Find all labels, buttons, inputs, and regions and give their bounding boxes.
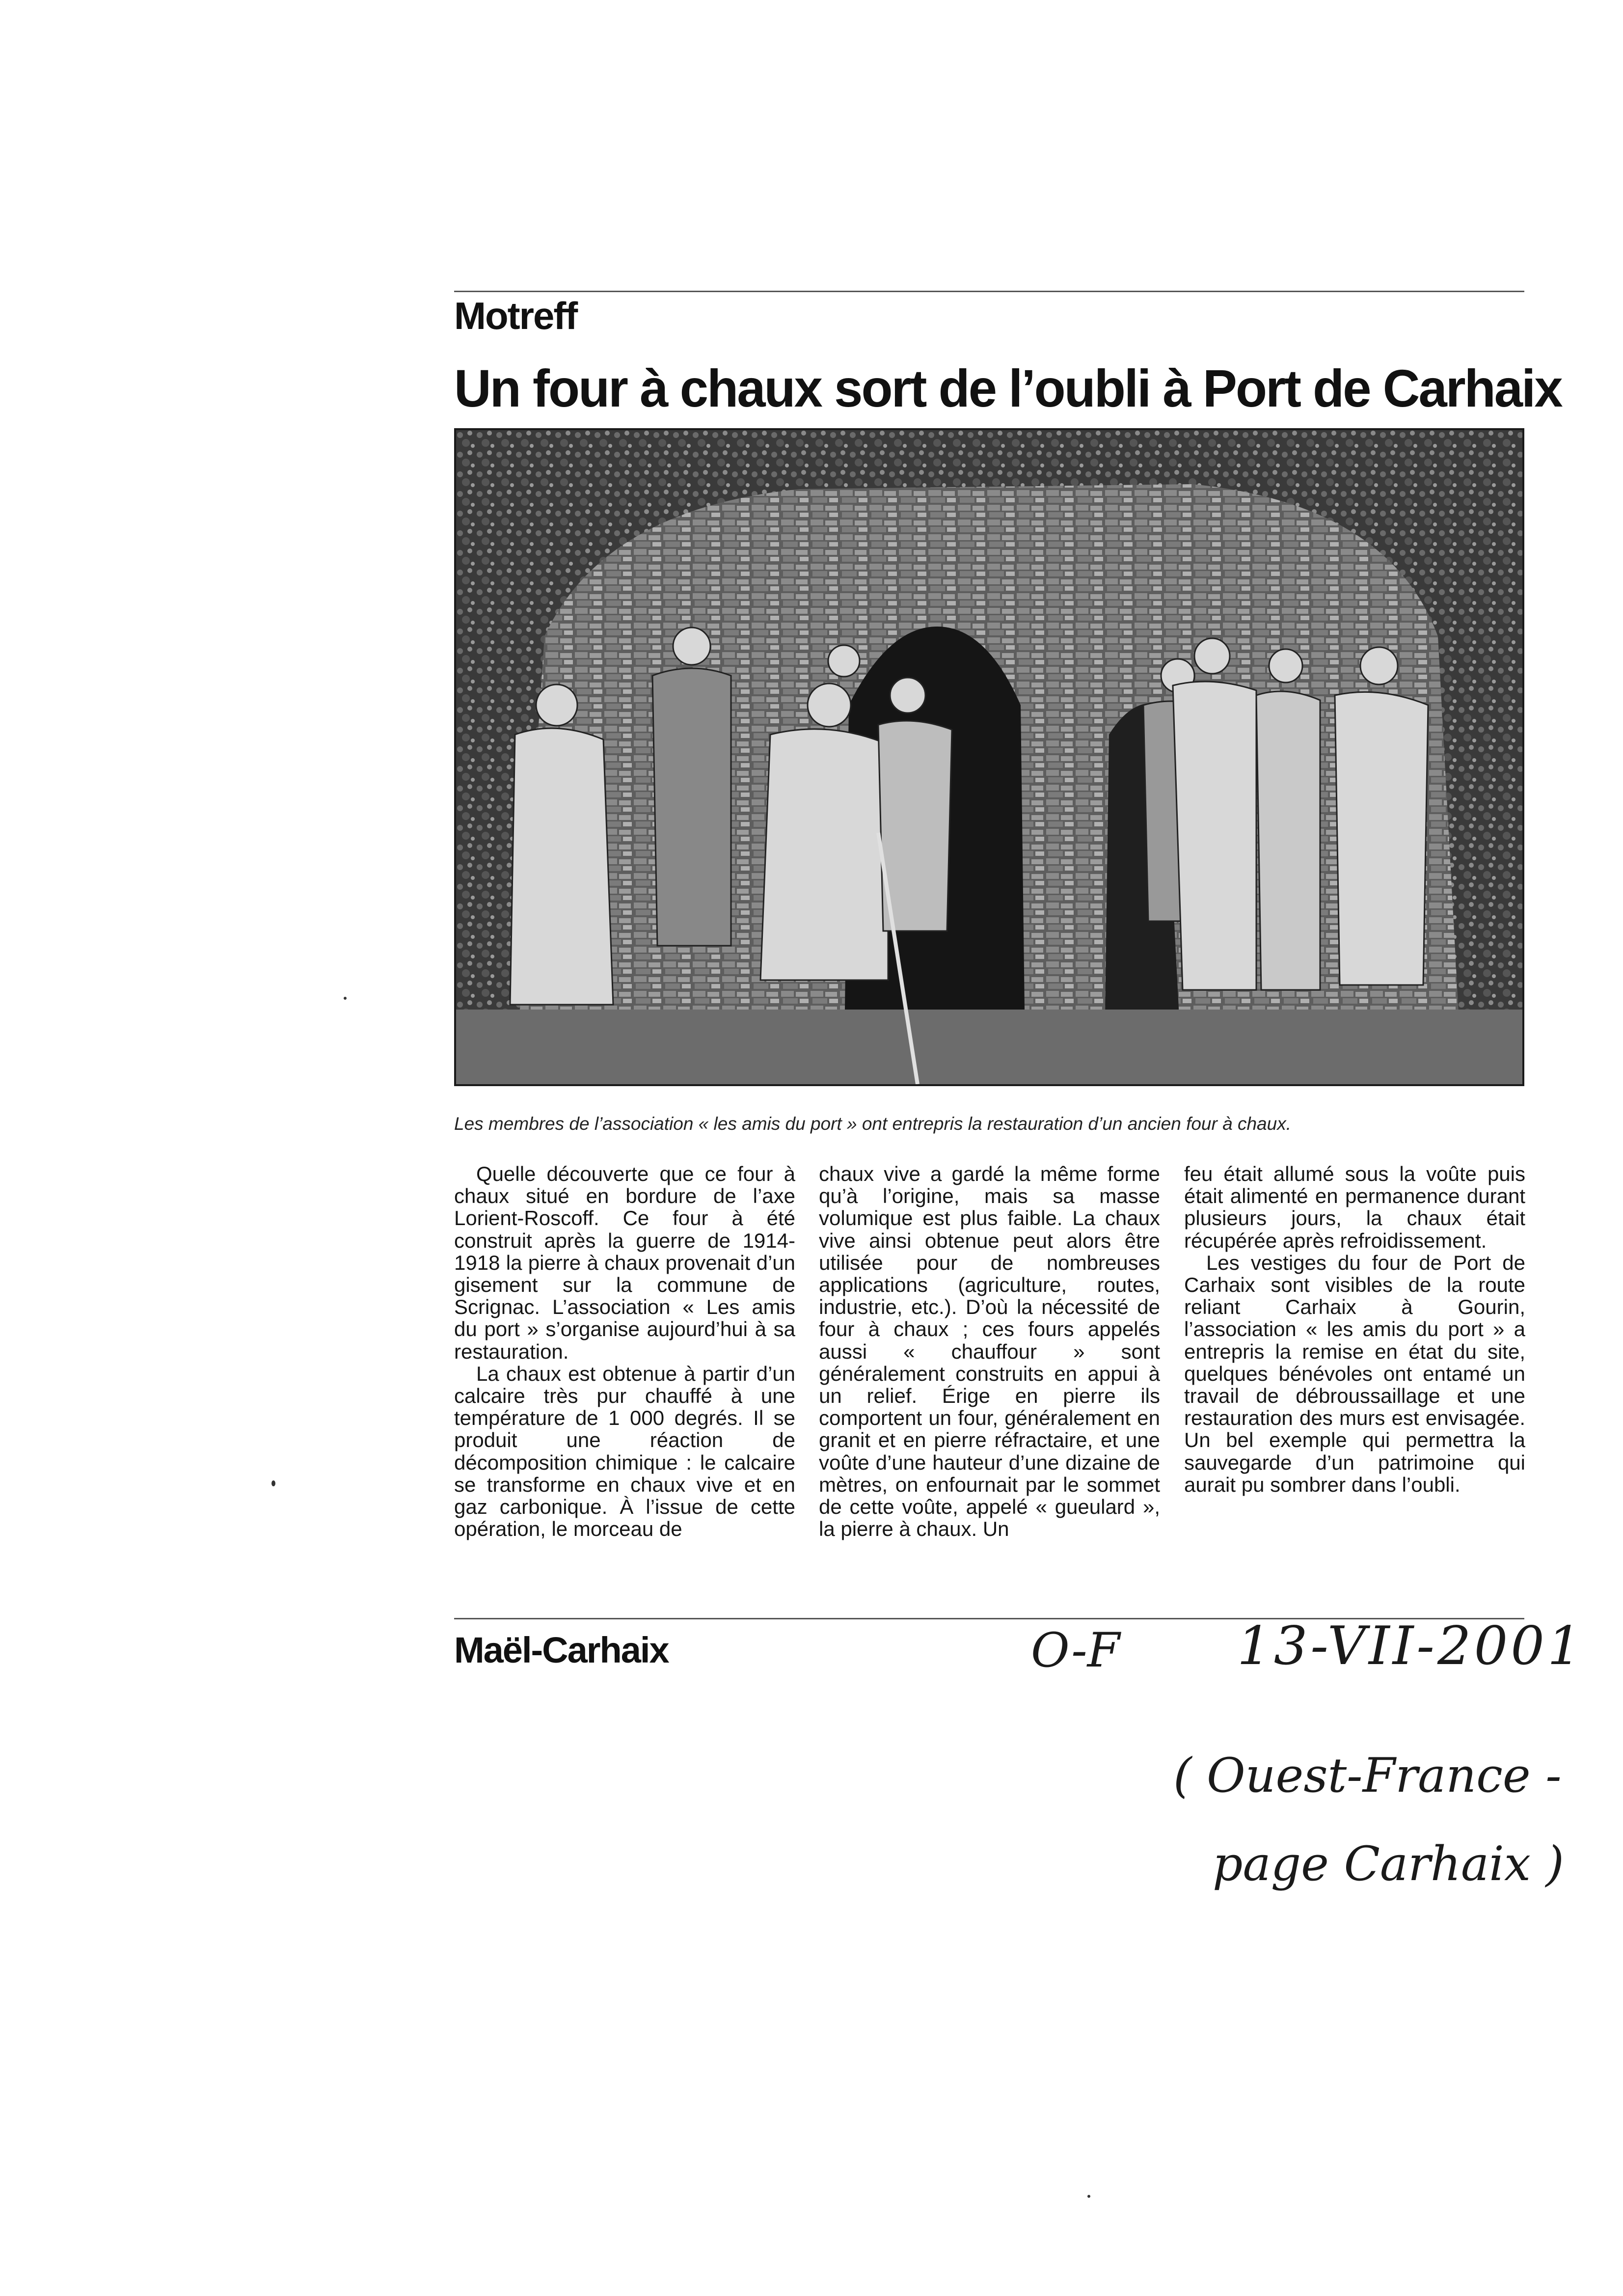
- photo-caption: Les membres de l’association « les amis du port » ont entrepris la restauration d’un ancien four à chaux.: [454, 1114, 1291, 1134]
- article-column-3: [1184, 1163, 1525, 1496]
- handwritten-note-line1: ( Ouest-France -: [1173, 1748, 1562, 1803]
- paragraph: Quelle découverte que ce four à chaux situé en bordure de l’axe Lorient-Roscoff. Ce four à été construit après la guerre de 1914-1918 la pierre à chaux provenait d’un gisement sur la commune de Scrignac. L’association « Les amis du port » s’organise aujourd’hui à sa restauration.: [454, 1162, 795, 1363]
- scan-speck: [271, 1480, 275, 1486]
- handwritten-date: 13-VII-2001: [1237, 1615, 1584, 1677]
- article-column-2: [819, 1163, 1160, 1540]
- article-headline: Un four à chaux sort de l’oubli à Port de Carhaix: [454, 358, 1562, 418]
- paragraph: chaux vive a gardé la même forme qu’à l’origine, mais sa masse volumique est plus faible. La chaux vive ainsi obtenue peut alors être utilisée pour de nombreuses applications (agriculture, routes, industrie, etc.). D’où la nécessité de four à chaux ; ces fours appelés aussi « chauffour » sont généralement construits en appui à un relief. Érige en pierre ils comportent un four, généralement en granit et en pierre réfractaire, et une voûte d’une hauteur d’une dizaine de mètres, on enfournait par le sommet de cette voûte, appelé « gueulard », la pierre à chaux. Un: [819, 1162, 1160, 1541]
- section-title: Motreff: [454, 294, 577, 337]
- paragraph: feu était allumé sous la voûte puis était alimenté en permanence durant plusieurs jours, la chaux était récupérée après refroidissement.: [1184, 1162, 1525, 1252]
- article-photo: [454, 428, 1524, 1086]
- article-column-1: [454, 1163, 795, 1540]
- next-section-title: Maël-Carhaix: [454, 1630, 669, 1670]
- scan-speck: [344, 997, 347, 1000]
- top-rule: [454, 291, 1524, 292]
- handwritten-note-line2: page Carhaix ): [1213, 1836, 1564, 1891]
- paragraph: La chaux est obtenue à partir d’un calcaire très pur chauffé à une température de 1 000 degrés. Il se produit une réaction de décomposition chimique : le calcaire se transforme en chaux vive et en gaz carbonique. À l’issue de cette opération, le morceau de: [454, 1362, 795, 1541]
- handwritten-source: O-F: [1031, 1623, 1120, 1678]
- paragraph: Les vestiges du four de Port de Carhaix sont visibles de la route reliant Carhaix à Gourin, l’association « les amis du port » a entrepris la remise en état du site, quelques bénévoles ont entamé un travail de débroussaillage et une restauration des murs est envisagée. Un bel exemple qui permettra la sauvegarde d’un patrimoine qui aurait pu sombrer dans l’oubli.: [1184, 1251, 1525, 1496]
- group-photo-lime-kiln-icon: [456, 430, 1522, 1084]
- scan-speck: [1087, 2195, 1090, 2198]
